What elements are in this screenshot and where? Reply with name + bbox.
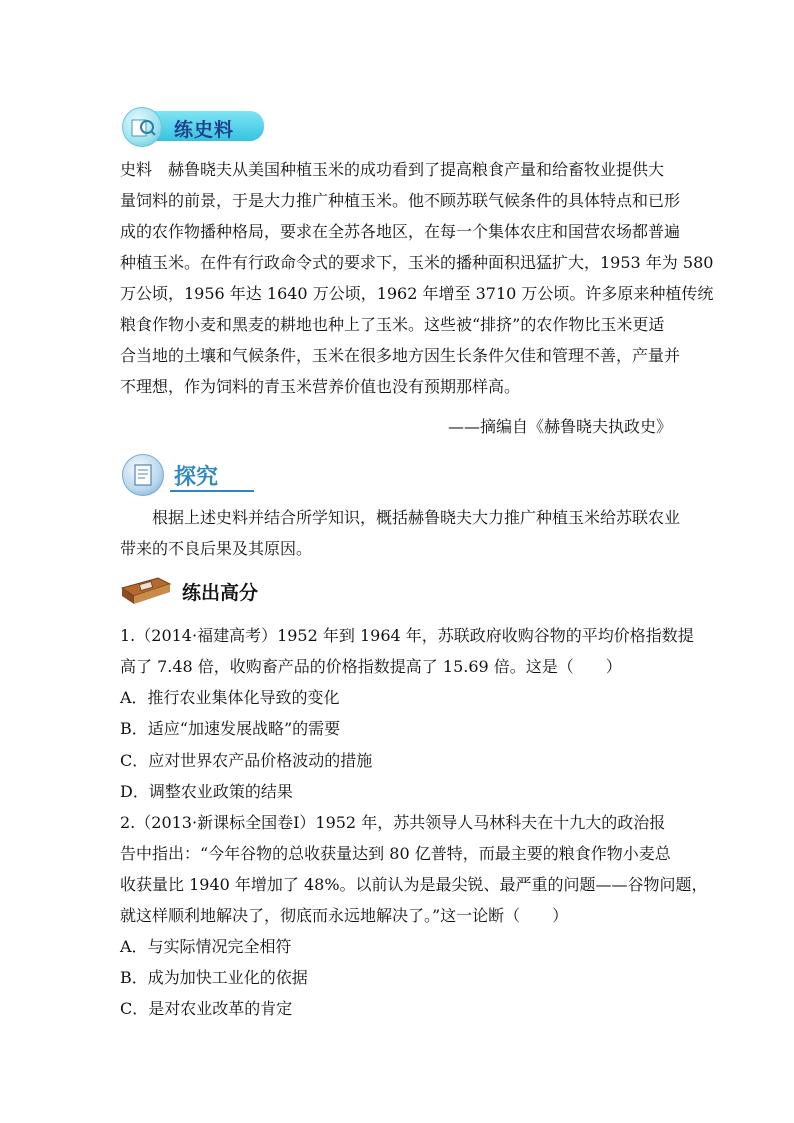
option-line: B．适应“加速发展战略”的需要 xyxy=(120,719,341,738)
paragraph-line: 万公顷，1956 年达 1640 万公顷，1962 年增至 3710 万公顷。许多原来种植传统 xyxy=(120,284,714,303)
paragraph-line: 种植玉米。在件有行政命令式的要求下，玉米的播种面积迅猛扩大，1953 年为 580 xyxy=(120,253,714,272)
paragraph-line: 不理想，作为饲料的青玉米营养价值也没有预期那样高。 xyxy=(120,377,521,396)
book-stack-icon xyxy=(118,574,172,606)
question-line: 1.（2014·福建高考）1952 年到 1964 年，苏联政府收购谷物的平均价格指数提 xyxy=(120,626,694,645)
question-line: 2.（2013·新课标全国卷Ⅰ）1952 年，苏共领导人马林科夫在十九大的政治报 xyxy=(120,813,666,832)
paragraph-line: 成的农作物播种格局，要求在全苏各地区，在每一个集体农庄和国营农场都普遍 xyxy=(120,222,681,241)
question-line: 收获量比 1940 年增加了 48%。以前认为是最尖锐、最严重的问题——谷物问题， xyxy=(120,875,708,894)
paragraph-line: 粮食作物小麦和黑麦的耕地也种上了玉米。这些被“排挤”的农作物比玉米更适 xyxy=(120,315,665,334)
option-line: A．与实际情况完全相符 xyxy=(120,937,292,956)
paragraph-line: 根据上述史料并结合所学知识，概括赫鲁晓夫大力推广种植玉米给苏联农业 xyxy=(120,508,681,527)
option-line: A．推行农业集体化导致的变化 xyxy=(120,688,340,707)
option-line: D．调整农业政策的结果 xyxy=(120,782,293,801)
question-line: 就这样顺利地解决了，彻底而永远地解决了。”这一论断（ ） xyxy=(120,906,569,925)
section-title: 探究 xyxy=(174,465,219,490)
paragraph-line: 带来的不良后果及其原因。 xyxy=(120,539,313,558)
section-title: 练出高分 xyxy=(182,582,259,604)
question-line: 告中指出：“今年谷物的总收获量达到 80 亿普特，而最主要的粮食作物小麦总 xyxy=(120,844,671,863)
question-line: 高了 7.48 倍，收购畜产品的价格指数提高了 15.69 倍。这是（ ） xyxy=(120,657,622,676)
option-line: C．应对世界农产品价格波动的措施 xyxy=(120,751,373,770)
option-line: B．成为加快工业化的依据 xyxy=(120,968,308,987)
paragraph-line: 史料 赫鲁晓夫从美国种植玉米的成功看到了提高粮食产量和给畜牧业提供大 xyxy=(120,160,665,179)
section-header-lianshiliao xyxy=(122,107,264,145)
source-citation: ——摘编自《赫鲁晓夫执政史》 xyxy=(447,417,672,436)
section-header-tanjiu xyxy=(122,454,254,498)
paragraph-line: 量饲料的前景，于是大力推广种植玉米。他不顾苏联气候条件的具体特点和已形 xyxy=(120,191,681,210)
section-title: 练史料 xyxy=(174,119,235,141)
title-underline xyxy=(170,490,254,492)
document-icon xyxy=(122,454,164,496)
section-header-lianchu xyxy=(118,572,288,608)
option-line: C．是对农业改革的肯定 xyxy=(120,999,293,1018)
magnifier-book-icon xyxy=(122,107,162,147)
paragraph-line: 合当地的土壤和气候条件，玉米在很多地方因生长条件欠佳和管理不善，产量并 xyxy=(120,346,681,365)
